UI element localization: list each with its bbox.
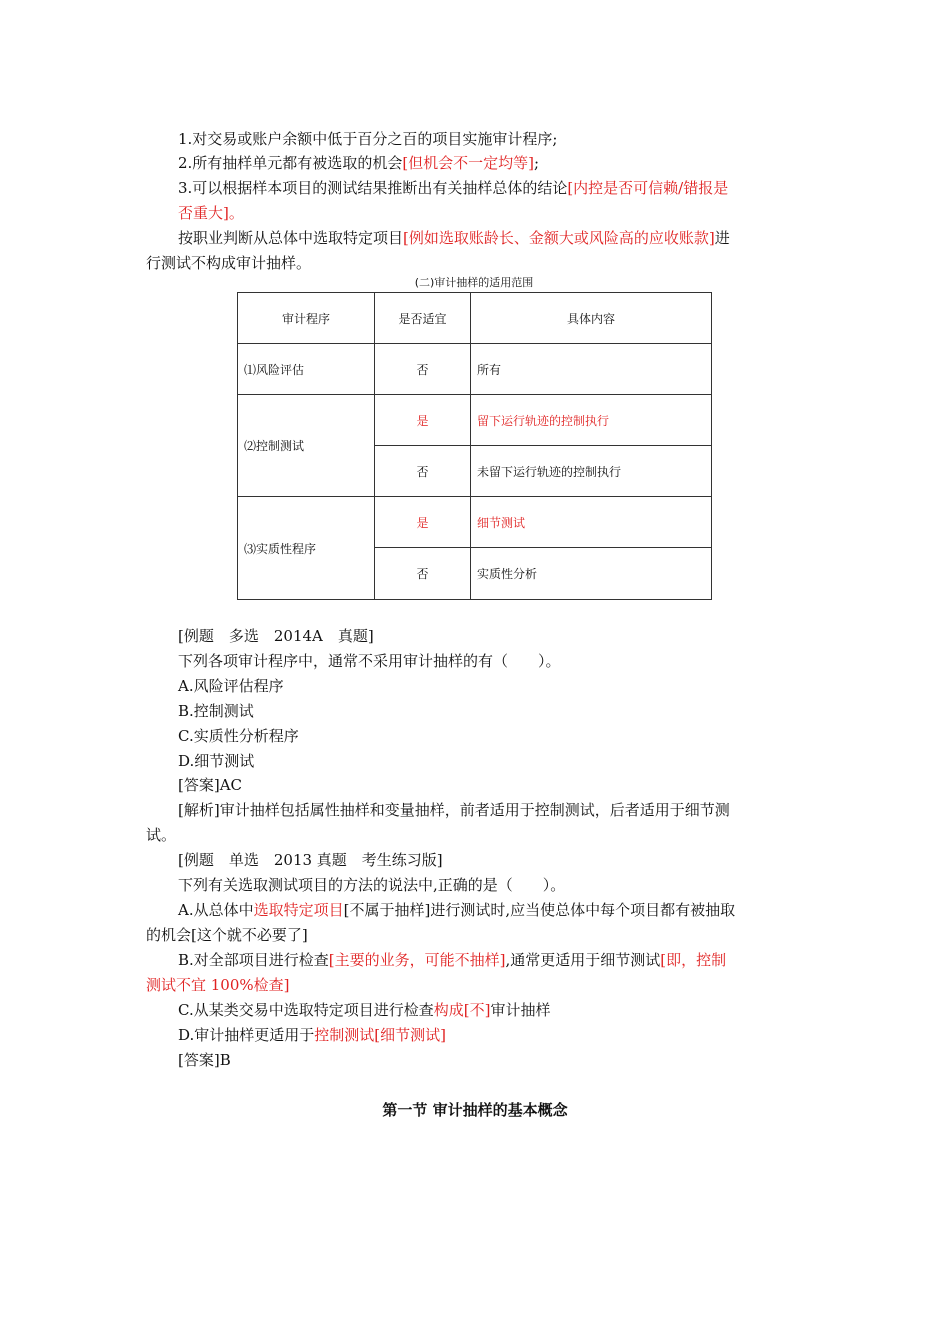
q2-option-b-cont: 测试不宜 100%检查]	[146, 976, 290, 994]
q2-option-a-cont: 的机会[这个就不必要了]	[146, 926, 308, 944]
intro-point-1: 1.对交易或账户余额中低于百分之百的项目实施审计程序;	[178, 130, 558, 148]
cell-content: 细节测试	[471, 497, 712, 548]
table-row	[238, 497, 712, 548]
cell-suitable: 是	[375, 395, 471, 446]
q1-stem: 下列各项审计程序中，通常不采用审计抽样的有（ ）。	[178, 652, 561, 670]
cell-content: 所有	[471, 344, 712, 395]
q2-option-d	[178, 1025, 446, 1045]
q2-option-c-text: C.从某类交易中选取特定项目进行检查	[178, 1001, 434, 1019]
intro-paragraph-note: [例如选取账龄长、金额大或风险高的应收账款]	[403, 229, 715, 247]
cell-procedure-control: ⑵控制测试	[238, 395, 375, 497]
intro-paragraph-cont: 行测试不构成审计抽样。	[146, 254, 312, 272]
q1-analysis-cont: 试。	[146, 826, 177, 844]
cell-content: 实质性分析	[471, 548, 712, 600]
intro-point-2-note: [但机会不一定均等]	[402, 154, 535, 172]
cell-content: 未留下运行轨迹的控制执行	[471, 446, 712, 497]
intro-paragraph-end: 进	[714, 229, 730, 247]
q2-option-b-text: B.对全部项目进行检查	[178, 951, 329, 969]
q2-option-d-text: D.审计抽样更适用于	[178, 1026, 315, 1044]
q2-option-a-rest: [不属于抽样]进行测试时,应当使总体中每个项目都有被抽取	[343, 901, 736, 919]
q2-option-c-note: 构成[不]	[433, 1001, 491, 1019]
header-procedure: 审计程序	[238, 293, 375, 344]
intro-point-3	[178, 178, 728, 198]
table-title: (二)审计抽样的适用范围	[414, 276, 534, 289]
intro-point-3-cont: 否重大]。	[178, 204, 244, 222]
table-row	[238, 395, 712, 446]
q2-option-a-text: A.从总体中	[178, 901, 254, 919]
section-title: 第一节 审计抽样的基本概念	[382, 1101, 568, 1119]
cell-suitable: 否	[375, 344, 471, 395]
q2-option-a-note: 选取特定项目	[253, 901, 344, 919]
q1-answer: [答案]AC	[178, 776, 243, 794]
header-suitable: 是否适宜	[375, 293, 471, 344]
q2-option-c-rest: 审计抽样	[490, 1001, 551, 1019]
q2-option-b	[178, 950, 726, 970]
intro-paragraph	[178, 228, 730, 248]
q1-option-d: D.细节测试	[178, 752, 255, 770]
q1-analysis: [解析]审计抽样包括属性抽样和变量抽样，前者适用于控制测试，后者适用于细节测	[178, 801, 730, 819]
table-row	[238, 344, 712, 395]
cell-suitable: 否	[375, 548, 471, 600]
q1-option-c: C.实质性分析程序	[178, 727, 299, 745]
cell-suitable: 否	[375, 446, 471, 497]
intro-point-2-end: ;	[534, 154, 540, 172]
q2-option-a	[178, 900, 735, 920]
intro-paragraph-text: 按职业判断从总体中选取特定项目	[178, 229, 404, 247]
cell-suitable: 是	[375, 497, 471, 548]
header-content: 具体内容	[471, 293, 712, 344]
q1-option-a: A.风险评估程序	[178, 677, 284, 695]
q2-option-b-note: [主要的业务，可能不抽样]	[328, 951, 506, 969]
cell-procedure-risk: ⑴风险评估	[238, 344, 375, 395]
table-header-row	[238, 293, 712, 344]
intro-point-3-note: [内控是否可信赖/错报是	[567, 179, 729, 197]
intro-point-3-text: 3.可以根据样本项目的测试结果推断出有关抽样总体的结论	[178, 179, 568, 197]
q2-option-b-note-2: [即，控制	[660, 951, 727, 969]
cell-procedure-substantive: ⑶实质性程序	[238, 497, 375, 600]
q2-stem: 下列有关选取测试项目的方法的说法中,正确的是（ ）。	[178, 876, 566, 894]
sampling-scope-table	[237, 292, 712, 600]
q1-tag: [例题 多选 2014A 真题]	[178, 627, 374, 645]
intro-point-2	[178, 153, 539, 173]
q2-option-b-rest: ,通常更适用于细节测试	[505, 951, 661, 969]
q2-option-c	[178, 1000, 550, 1020]
q2-option-d-note: 控制测试[细节测试]	[314, 1026, 446, 1044]
q1-option-b: B.控制测试	[178, 702, 254, 720]
q2-answer: [答案]B	[178, 1051, 231, 1069]
intro-point-2-text: 2.所有抽样单元都有被选取的机会	[178, 154, 403, 172]
cell-content: 留下运行轨迹的控制执行	[471, 395, 712, 446]
q2-tag: [例题 单选 2013 真题 考生练习版]	[178, 851, 443, 869]
